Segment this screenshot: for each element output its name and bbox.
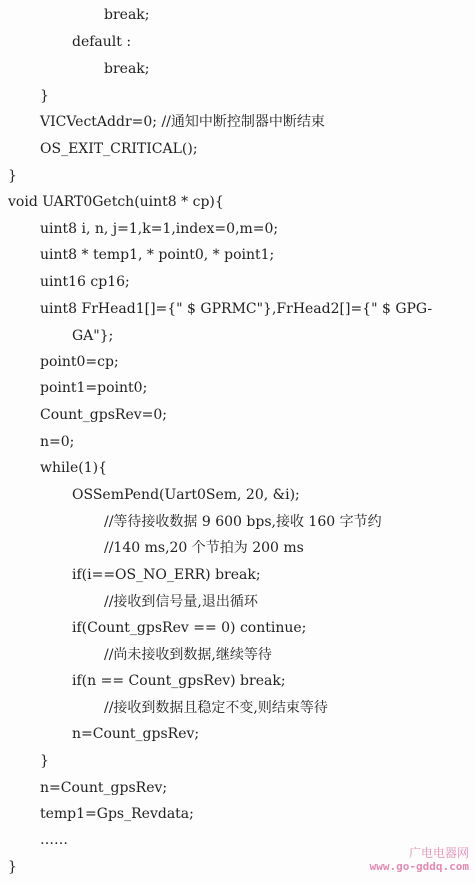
code-line: //等待接收数据 9 600 bps,接收 160 字节约 [104, 514, 382, 530]
code-line: uint8 FrHead1[]={" $ GPRMC"},FrHead2[]={" $ GPG- [40, 301, 433, 317]
code-line: if(n == Count_gpsRev) break; [72, 673, 286, 689]
code-line: default : [72, 34, 132, 50]
code-line: n=Count_gpsRev; [72, 726, 200, 742]
code-line: Count_gpsRev=0; [40, 407, 167, 423]
code-line: //140 ms,20 个节拍为 200 ms [104, 540, 304, 556]
code-line: //接收到数据且稳定不变,则结束等待 [104, 700, 328, 716]
code-line: } [8, 859, 17, 875]
code-line: while(1){ [40, 460, 107, 476]
code-line: } [40, 753, 49, 769]
code-line: point0=cp; [40, 354, 119, 370]
code-line: temp1=Gps_Revdata; [40, 806, 194, 822]
code-line: VICVectAddr=0; //通知中断控制器中断结束 [40, 114, 325, 130]
site-watermark [339, 846, 469, 882]
code-line: //尚未接收到数据,继续等待 [104, 647, 272, 663]
code-line: break; [104, 7, 150, 23]
watermark-url: www.go-gddq.com [369, 860, 469, 873]
code-line: n=0; [40, 434, 75, 450]
code-line: void UART0Getch(uint8 * cp){ [8, 194, 224, 210]
code-line: uint16 cp16; [40, 274, 130, 290]
code-line: OSSemPend(Uart0Sem, 20, &i); [72, 487, 300, 503]
code-line: uint8 * temp1, * point0, * point1; [40, 247, 275, 263]
code-line: } [8, 168, 17, 184]
code-line: point1=point0; [40, 380, 148, 396]
code-line: OS_EXIT_CRITICAL(); [40, 141, 198, 157]
code-line: uint8 i, n, j=1,k=1,index=0,m=0; [40, 221, 279, 237]
code-line: if(Count_gpsRev == 0) continue; [72, 620, 307, 636]
watermark-title: 广电电器网 [408, 846, 469, 860]
code-line: //接收到信号量,退出循环 [104, 594, 258, 610]
code-line: …… [40, 832, 68, 848]
code-line: n=Count_gpsRev; [40, 780, 168, 796]
code-line: } [40, 88, 49, 104]
code-line: break; [104, 61, 150, 77]
code-line: if(i==OS_NO_ERR) break; [72, 567, 261, 583]
code-line: GA"}; [72, 328, 114, 344]
